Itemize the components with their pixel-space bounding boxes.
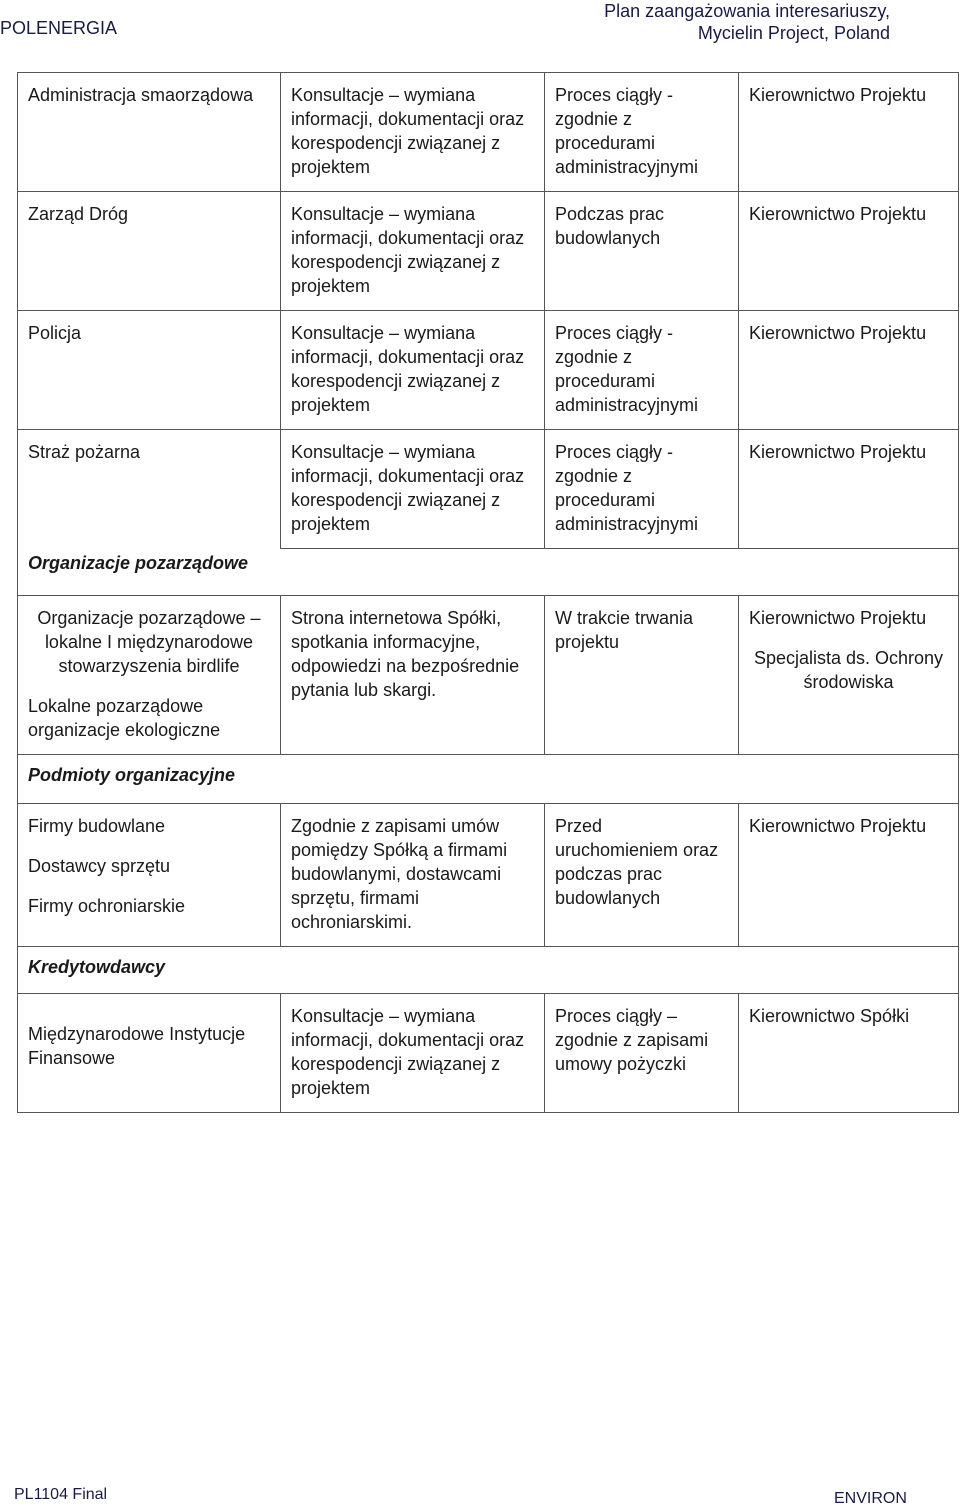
timing-cell: Proces ciągły - zgodnie z procedurami administracyjnymi — [545, 73, 739, 192]
stakeholder-construction-firms: Firmy budowlane — [28, 816, 166, 836]
stakeholder-cell: Administracja smaorządowa — [18, 73, 281, 192]
timing-cell: Proces ciągły - zgodnie z procedurami administracyjnymi — [545, 311, 739, 430]
stakeholder-cell — [18, 804, 281, 947]
table-row — [18, 311, 959, 430]
stakeholder-ngo-local: Lokalne pozarządowe organizacje ekologiczne — [28, 696, 221, 740]
responsible-environment-specialist: Specjalista ds. Ochrony środowiska — [753, 648, 944, 692]
timing-cell: W trakcie trwania projektu — [545, 596, 739, 755]
method-cell: Konsultacje – wymiana informacji, dokumentacji oraz korespodencji związanej z projektem — [281, 192, 545, 311]
footer-document-id: PL1104 Final — [14, 1486, 108, 1503]
stakeholder-security-firms: Firmy ochroniarskie — [28, 896, 186, 916]
section-row — [18, 947, 959, 994]
header-title-line1: Plan zaangażowania interesariuszy, — [604, 1, 890, 21]
stakeholder-cell: Międzynarodowe Instytucje Finansowe — [18, 994, 281, 1113]
responsible-project-management: Kierownictwo Projektu — [749, 608, 927, 628]
header-title-line2: Mycielin Project, Poland — [697, 23, 890, 43]
section-heading-ngo: Organizacje pozarządowe — [18, 549, 959, 596]
stakeholder-ngo-birdlife: Organizacje pozarządowe – lokalne I międzynarodowe stowarzyszenia birdlife — [37, 608, 261, 676]
method-cell: Konsultacje – wymiana informacji, dokumentacji oraz korespodencji związanej z projektem — [281, 73, 545, 192]
table-row — [18, 73, 959, 192]
header-document-title — [604, 0, 890, 44]
table-row — [18, 192, 959, 311]
timing-cell: Proces ciągły - zgodnie z procedurami administracyjnymi — [545, 430, 739, 549]
responsible-cell: Kierownictwo Projektu — [739, 311, 959, 430]
responsible-cell: Kierownictwo Projektu — [739, 73, 959, 192]
header-company: POLENERGIA — [0, 18, 118, 38]
section-row — [18, 549, 959, 596]
responsible-cell: Kierownictwo Projektu — [739, 192, 959, 311]
timing-cell: Proces ciągły – zgodnie z zapisami umowy pożyczki — [545, 994, 739, 1113]
table-row — [18, 430, 959, 549]
stakeholder-cell — [18, 596, 281, 755]
responsible-cell: Kierownictwo Spółki — [739, 994, 959, 1113]
stakeholder-table — [17, 72, 959, 1113]
method-cell: Zgodnie z zapisami umów pomiędzy Spółką a firmami budowlanymi, dostawcami sprzętu, firmami ochroniarskimi. — [281, 804, 545, 947]
method-cell: Konsultacje – wymiana informacji, dokumentacji oraz korespodencji związanej z projektem — [281, 994, 545, 1113]
responsible-cell — [739, 596, 959, 755]
section-heading-organizational: Podmioty organizacyjne — [18, 755, 959, 804]
timing-cell: Podczas prac budowlanych — [545, 192, 739, 311]
section-row — [18, 755, 959, 804]
stakeholder-cell: Policja — [18, 311, 281, 430]
table-row — [18, 994, 959, 1113]
timing-cell: Przed uruchomieniem oraz podczas prac budowlanych — [545, 804, 739, 947]
stakeholder-cell: Zarząd Dróg — [18, 192, 281, 311]
method-cell: Strona internetowa Spółki, spotkania informacyjne, odpowiedzi na bezpośrednie pytania lub skargi. — [281, 596, 545, 755]
stakeholder-equipment-suppliers: Dostawcy sprzętu — [28, 856, 171, 876]
footer-company: ENVIRON — [834, 1490, 907, 1507]
table-row — [18, 804, 959, 947]
method-cell: Konsultacje – wymiana informacji, dokumentacji oraz korespodencji związanej z projektem — [281, 430, 545, 549]
method-cell: Konsultacje – wymiana informacji, dokumentacji oraz korespodencji związanej z projektem — [281, 311, 545, 430]
responsible-cell: Kierownictwo Projektu — [739, 804, 959, 947]
responsible-cell: Kierownictwo Projektu — [739, 430, 959, 549]
table-row — [18, 596, 959, 755]
stakeholder-cell: Straż pożarna — [18, 430, 281, 549]
section-heading-creditors: Kredytowdawcy — [18, 947, 959, 994]
